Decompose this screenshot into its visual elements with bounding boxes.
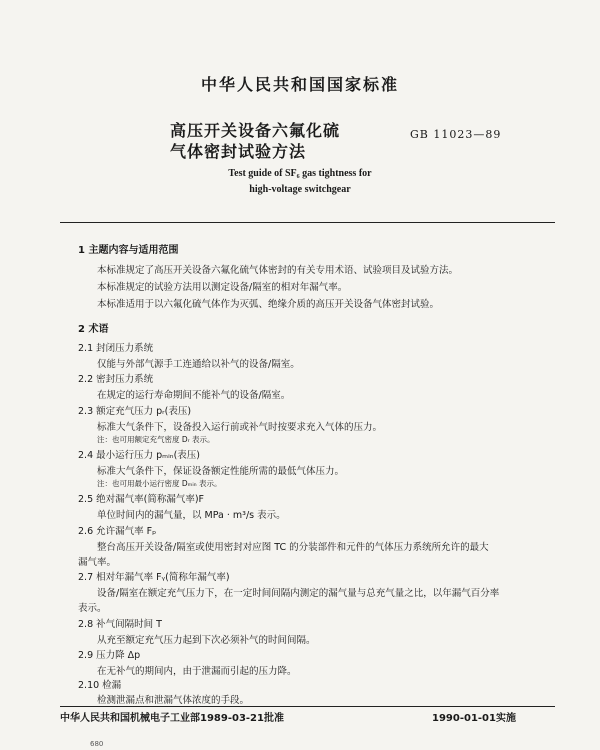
term-2-7-text-line2: 表示。	[78, 603, 107, 614]
term-2-8-text: 从充至额定充气压力起到下次必须补气的时间间隔。	[97, 635, 316, 646]
term-2-9-title: 2.9 压力降 Δp	[78, 650, 141, 661]
term-2-2-text: 在规定的运行寿命期间不能补气的设备/隔室。	[97, 390, 291, 401]
term-2-6-title: 2.6 允许漏气率 Fₚ	[78, 526, 157, 537]
term-2-7-title: 2.7 相对年漏气率 Fᵧ(简称年漏气率)	[78, 572, 230, 583]
section-1-paragraph-2: 本标准规定的试验方法用以测定设备/隔室的相对年漏气率。	[97, 282, 348, 293]
section-1-paragraph-1: 本标准规定了高压开关设备六氟化硫气体密封的有关专用术语、试验项目及试验方法。	[97, 265, 459, 276]
approval-statement: 中华人民共和国机械电子工业部1989-03-21批准	[60, 713, 284, 724]
term-2-6-text-line2: 漏气率。	[78, 557, 117, 568]
standard-title: 中华人民共和国国家标准	[200, 75, 399, 94]
term-2-3-text: 标准大气条件下，设备投入运行前或补气时按要求充入气体的压力。	[97, 422, 383, 433]
term-2-1-text: 仅能与外部气源手工连通给以补气的设备/隔室。	[97, 359, 300, 370]
document-title-line2: 气体密封试验方法	[170, 142, 307, 161]
effective-date: 1990-01-01实施	[432, 713, 516, 724]
term-2-10-text: 检测泄漏点和泄漏气体浓度的手段。	[97, 695, 250, 706]
english-title-line2: high-voltage switchgear	[249, 184, 351, 195]
english-title-line1: Test guide of SF₆ gas tightness for	[228, 168, 372, 179]
term-2-10-title: 2.10 检漏	[78, 680, 122, 691]
footer-divider	[60, 706, 555, 707]
gb-number: GB 11023—89	[410, 128, 502, 141]
term-2-3-note: 注：也可用额定充气密度 Dᵣ 表示。	[97, 435, 215, 444]
term-2-5-text: 单位时间内的漏气量，以 MPa · m³/s 表示。	[97, 510, 286, 521]
term-2-4-text: 标准大气条件下，保证设备额定性能所需的最低气体压力。	[97, 466, 345, 477]
section-2-heading: 2 术语	[78, 324, 109, 335]
document-title-line1: 高压开关设备六氟化硫	[170, 121, 341, 140]
term-2-7-text-line1: 设备/隔室在额定充气压力下，在一定时间间隔内测定的漏气量与总充气量之比，以年漏气百分率	[97, 588, 500, 599]
term-2-4-note: 注：也可用最小运行密度 Dₘᵢₙ 表示。	[97, 479, 222, 488]
section-1-paragraph-3: 本标准适用于以六氟化硫气体作为灭弧、绝缘介质的高压开关设备气体密封试验。	[97, 299, 440, 310]
term-2-6-text-line1: 整台高压开关设备/隔室或使用密封对应图 TC 的分装部件和元件的气体压力系统所允许的最大	[97, 542, 489, 553]
term-2-4-title: 2.4 最小运行压力 pₘᵢₙ(表压)	[78, 450, 200, 461]
term-2-3-title: 2.3 额定充气压力 pᵣ(表压)	[78, 406, 192, 417]
term-2-2-title: 2.2 密封压力系统	[78, 374, 154, 385]
term-2-9-text: 在无补气的期间内，由于泄漏而引起的压力降。	[97, 666, 297, 677]
page-number: 680	[90, 740, 104, 748]
section-1-heading: 1 主题内容与适用范围	[78, 245, 179, 256]
term-2-8-title: 2.8 补气间隔时间 T	[78, 619, 162, 630]
term-2-5-title: 2.5 绝对漏气率(简称漏气率)F	[78, 494, 205, 505]
term-2-1-title: 2.1 封闭压力系统	[78, 343, 154, 354]
header-divider	[60, 222, 555, 223]
